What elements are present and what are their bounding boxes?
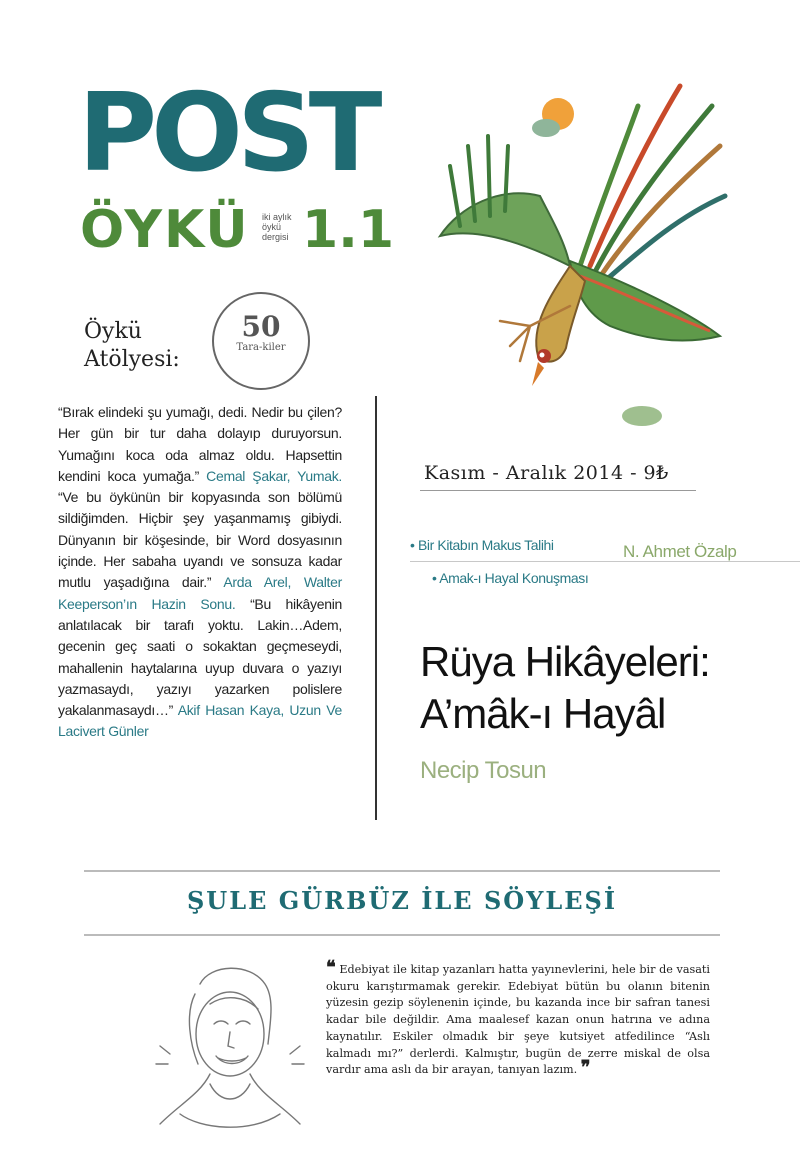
interview-text: Edebiyat ile kitap yazanları hatta yayınevlerini, hele bir de vasati okuru karıştırmamak gerekir. Edebiyat bütün bu olanın bitenin yüzesin gezip söylenenin içinde, bu kazanda ince bir safran tanesi kadar bile değildir. Ama maalesef kazan onun hatrına ve adına kaynatılır. Eskiler olmadık bir şeye kutsiyet atfedilince “Aslı kalmadı mı?” derlerdi. Kalmıştır, bugün de zerre miskal de olsa vardır ama aslı da bir arayan, tanıyan lazım. [326,963,710,1077]
frequency-note: iki aylık öykü dergisi [262,212,292,242]
excerpt-quote: “Bırak elindeki şu yumağı, dedi. Nedir bu çilen? Her gün bir tur daha dolayıp duruyorsun. Yumağını koca oda almaz oldu. Hapsettin kendini koca yumağa.” [58,404,342,484]
stamp-badge [212,292,310,390]
issue-badge: 1.1 [302,200,395,260]
feature-title-line1: Rüya Hikâyeleri: [420,638,710,685]
excerpt-quote: “Bu hikâyenin anlatılacak bir tarafı yoktu. Lakin…Adem, gecenin geç saati o sokaktan geçmeseydi, mahallenin haytalarına uyup duvara o yazıyı yazmasaydı, yazıyı yazarken polislere yakalanmasaydı…” [58,595,342,719]
masthead-sub-word: ÖYKÜ [80,200,250,260]
workshop-label [84,318,180,374]
workshop-label-line1: Öykü [84,319,142,344]
excerpt-citation: Arda Arel, Walter Keeperson’ın Hazin Sonu. [58,574,343,612]
excerpts-column [58,402,342,743]
masthead-sub-logo [80,200,395,262]
interview-excerpt [326,957,710,1079]
masthead-logo-text: POST [78,71,377,196]
stamp-text: Tara-kiler [236,342,286,353]
issue-rule [420,490,696,491]
issue-date: Kasım - Aralık 2014 - 9₺ [424,462,669,484]
contents-item: • Bir Kitabın Makus Talihi [410,537,554,553]
section-rule-top [84,870,720,872]
feature-author: Necip Tosun [420,757,547,784]
feature-title-line2: A’mâk-ı Hayâl [420,690,666,737]
portrait-sketch [140,954,310,1144]
workshop-label-line2: Atölyesi: [84,347,180,372]
close-quote-icon: ❞ [580,1057,591,1079]
section-rule-bottom [84,934,720,936]
excerpt-citation: Akif Hasan Kaya, Uzun Ve Lacivert Günler [58,702,342,740]
phoenix-illustration [420,76,750,436]
contents-item: • Amak-ı Hayal Konuşması [432,570,589,586]
interview-title: ŞULE GÜRBÜZ İLE SÖYLEŞİ [186,886,618,915]
excerpt-quote: “Ve bu öykünün bir kopyasında son bölümü sildiğimden. Hiçbir şey yaşanmamış gibiydi. Dünyanın bir köşesinde, bir Word dosyasının içinde. Her sabaha uyandı ve sonsuza kadar mutlu yaşadığına dair.” [58,489,342,591]
contents-author: N. Ahmet Özalp [623,542,737,561]
open-quote-icon: ❝ [326,957,336,978]
contents-rule [410,561,800,562]
column-divider [375,396,377,820]
excerpt-citation: Cemal Şakar, Yumak. [206,467,342,484]
stamp-number: 50 [241,310,281,343]
masthead-logo [78,71,377,196]
feature-title [420,636,710,740]
